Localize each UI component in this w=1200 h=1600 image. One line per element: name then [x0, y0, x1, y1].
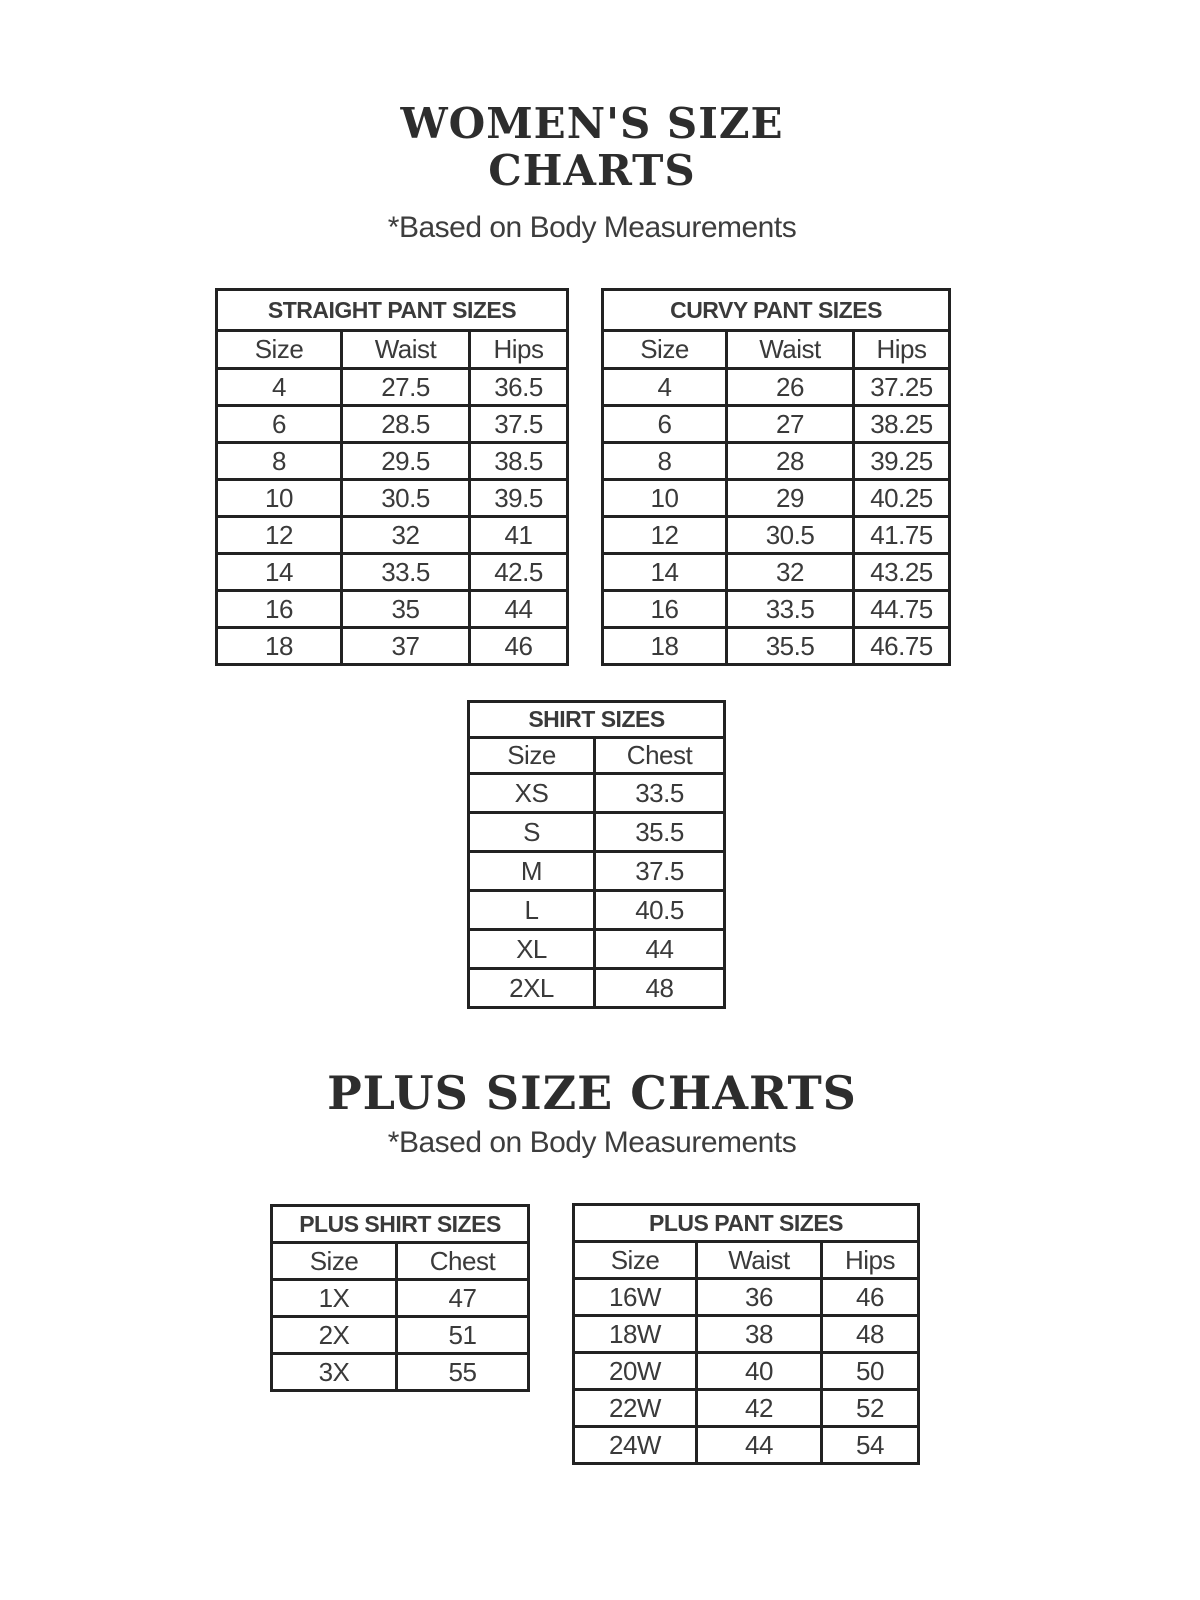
plus-size-charts-title: PLUS SIZE CHARTS — [327, 1066, 857, 1120]
cell: 42.5 — [470, 554, 568, 591]
curvy-pants-title: CURVY PANT SIZES — [603, 290, 950, 331]
cell: 50 — [822, 1353, 919, 1390]
column-header: Chest — [397, 1243, 529, 1280]
column-header: Chest — [595, 738, 725, 774]
table-row — [469, 969, 725, 1008]
cell: 44.75 — [854, 591, 950, 628]
cell: L — [469, 891, 595, 930]
column-header: Size — [217, 331, 342, 369]
table-row — [272, 1280, 529, 1317]
cell: 37.5 — [470, 406, 568, 443]
cell: 32 — [727, 554, 854, 591]
cell: 26 — [727, 369, 854, 406]
cell: 33.5 — [595, 774, 725, 813]
cell: 14 — [603, 554, 727, 591]
women-title-line2: CHARTS — [488, 146, 696, 196]
table-row — [574, 1353, 919, 1390]
table-row — [272, 1354, 529, 1391]
cell: 29 — [727, 480, 854, 517]
cell: 37.5 — [595, 852, 725, 891]
cell: 14 — [217, 554, 342, 591]
cell: 2X — [272, 1317, 397, 1354]
table-row — [217, 369, 568, 406]
table-row — [469, 813, 725, 852]
cell: 10 — [217, 480, 342, 517]
cell: 38.25 — [854, 406, 950, 443]
cell: 16 — [603, 591, 727, 628]
cell: 40.5 — [595, 891, 725, 930]
table-row — [217, 554, 568, 591]
cell: 16W — [574, 1279, 697, 1316]
column-header: Hips — [470, 331, 568, 369]
cell: 18W — [574, 1316, 697, 1353]
table-row — [574, 1279, 919, 1316]
cell: 48 — [595, 969, 725, 1008]
women-title-line1: WOMEN'S SIZE — [400, 99, 784, 148]
plus-shirt-sizes-table — [270, 1204, 530, 1392]
plus-pants-title: PLUS PANT SIZES — [574, 1205, 919, 1242]
table-row — [217, 406, 568, 443]
cell: 30.5 — [342, 480, 470, 517]
table-row — [603, 517, 950, 554]
cell: XS — [469, 774, 595, 813]
cell: 1X — [272, 1280, 397, 1317]
cell: 22W — [574, 1390, 697, 1427]
column-header: Hips — [854, 331, 950, 369]
straight-pant-sizes-table — [215, 288, 569, 666]
table-row — [603, 369, 950, 406]
plus-section-subtitle: *Based on Body Measurements — [387, 1126, 797, 1159]
cell: 27.5 — [342, 369, 470, 406]
table-row — [603, 406, 950, 443]
column-header: Size — [272, 1243, 397, 1280]
table-row — [603, 591, 950, 628]
column-header: Waist — [727, 331, 854, 369]
cell: 54 — [822, 1427, 919, 1464]
cell: 38.5 — [470, 443, 568, 480]
table-row — [469, 774, 725, 813]
cell: 43.25 — [854, 554, 950, 591]
table-header-row — [574, 1242, 919, 1279]
cell: 47 — [397, 1280, 529, 1317]
cell: 52 — [822, 1390, 919, 1427]
women-section-subtitle: *Based on Body Measurements — [387, 211, 797, 244]
cell: 2XL — [469, 969, 595, 1008]
column-header: Size — [574, 1242, 697, 1279]
cell: 12 — [603, 517, 727, 554]
cell: 37.25 — [854, 369, 950, 406]
table-row — [603, 628, 950, 665]
table-title-row — [574, 1205, 919, 1242]
cell: 12 — [217, 517, 342, 554]
table-row — [574, 1427, 919, 1464]
column-header: Size — [469, 738, 595, 774]
cell: 33.5 — [727, 591, 854, 628]
cell: 48 — [822, 1316, 919, 1353]
table-row — [603, 480, 950, 517]
table-row — [217, 517, 568, 554]
cell: 37 — [342, 628, 470, 665]
plus-pant-sizes-table — [572, 1203, 920, 1465]
table-row — [217, 480, 568, 517]
table-title-row — [272, 1206, 529, 1243]
cell: 24W — [574, 1427, 697, 1464]
cell: 4 — [603, 369, 727, 406]
cell: 4 — [217, 369, 342, 406]
cell: 44 — [697, 1427, 822, 1464]
table-header-row — [603, 331, 950, 369]
cell: 32 — [342, 517, 470, 554]
table-row — [217, 628, 568, 665]
table-row — [217, 591, 568, 628]
table-row — [574, 1316, 919, 1353]
cell: 10 — [603, 480, 727, 517]
cell: 18 — [217, 628, 342, 665]
cell: 39.5 — [470, 480, 568, 517]
table-row — [217, 443, 568, 480]
plus-shirts-title: PLUS SHIRT SIZES — [272, 1206, 529, 1243]
curvy-pant-sizes-table — [601, 288, 951, 666]
cell: XL — [469, 930, 595, 969]
cell: 35 — [342, 591, 470, 628]
cell: 44 — [595, 930, 725, 969]
table-header-row — [469, 738, 725, 774]
cell: 8 — [217, 443, 342, 480]
cell: 42 — [697, 1390, 822, 1427]
cell: 28.5 — [342, 406, 470, 443]
cell: 40 — [697, 1353, 822, 1390]
column-header: Hips — [822, 1242, 919, 1279]
cell: 41 — [470, 517, 568, 554]
table-header-row — [272, 1243, 529, 1280]
table-row — [469, 852, 725, 891]
column-header: Waist — [342, 331, 470, 369]
cell: 36 — [697, 1279, 822, 1316]
cell: 46.75 — [854, 628, 950, 665]
cell: 18 — [603, 628, 727, 665]
cell: 38 — [697, 1316, 822, 1353]
cell: 39.25 — [854, 443, 950, 480]
cell: 3X — [272, 1354, 397, 1391]
shirts-title: SHIRT SIZES — [469, 702, 725, 738]
cell: S — [469, 813, 595, 852]
cell: 6 — [217, 406, 342, 443]
cell: 30.5 — [727, 517, 854, 554]
cell: 46 — [470, 628, 568, 665]
table-header-row — [217, 331, 568, 369]
table-row — [574, 1390, 919, 1427]
cell: 8 — [603, 443, 727, 480]
table-row — [469, 891, 725, 930]
cell: 44 — [470, 591, 568, 628]
cell: 16 — [217, 591, 342, 628]
table-title-row — [217, 290, 568, 331]
table-row — [603, 443, 950, 480]
column-header: Size — [603, 331, 727, 369]
cell: 33.5 — [342, 554, 470, 591]
cell: 20W — [574, 1353, 697, 1390]
shirt-sizes-table — [467, 700, 726, 1009]
cell: 41.75 — [854, 517, 950, 554]
table-row — [603, 554, 950, 591]
cell: 36.5 — [470, 369, 568, 406]
cell: 27 — [727, 406, 854, 443]
cell: 40.25 — [854, 480, 950, 517]
cell: 6 — [603, 406, 727, 443]
cell: 35.5 — [727, 628, 854, 665]
straight-pants-title: STRAIGHT PANT SIZES — [217, 290, 568, 331]
table-title-row — [603, 290, 950, 331]
cell: 51 — [397, 1317, 529, 1354]
cell: 55 — [397, 1354, 529, 1391]
column-header: Waist — [697, 1242, 822, 1279]
table-row — [272, 1317, 529, 1354]
cell: 29.5 — [342, 443, 470, 480]
cell: M — [469, 852, 595, 891]
table-title-row — [469, 702, 725, 738]
cell: 35.5 — [595, 813, 725, 852]
women-size-charts-title — [0, 100, 1184, 195]
cell: 46 — [822, 1279, 919, 1316]
table-row — [469, 930, 725, 969]
cell: 28 — [727, 443, 854, 480]
